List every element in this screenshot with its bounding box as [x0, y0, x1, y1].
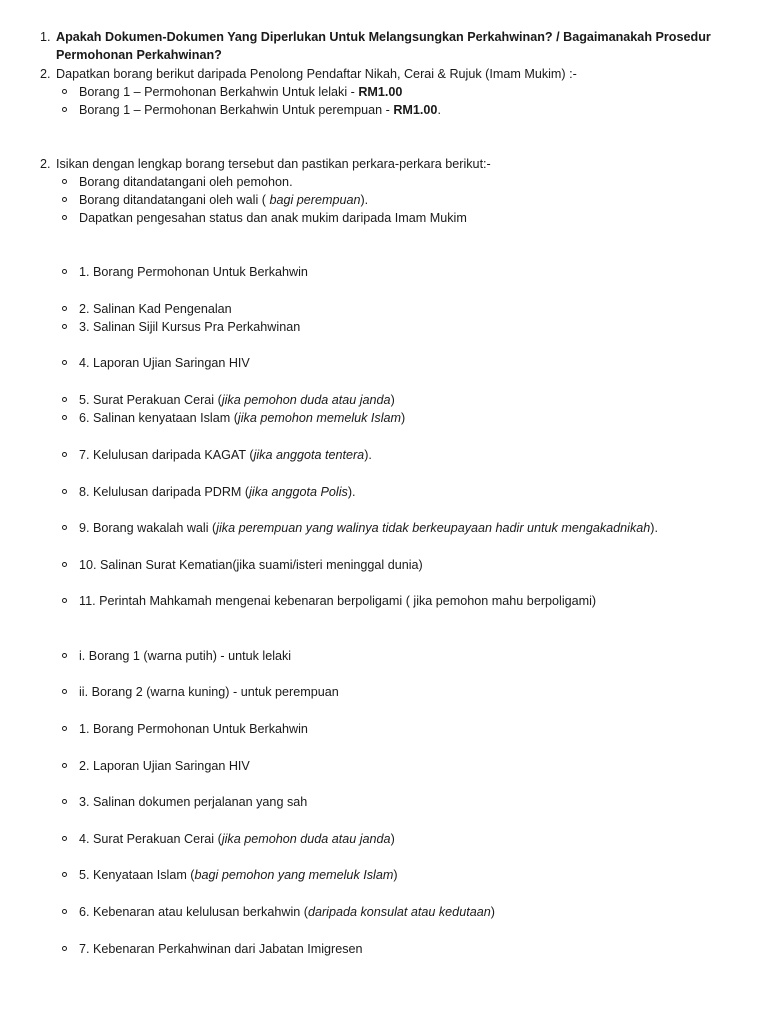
- circle-bullet-icon: [62, 306, 67, 311]
- circle-bullet-icon: [62, 909, 67, 914]
- circle-bullet-icon: [62, 689, 67, 694]
- circle-bullet-icon: [62, 89, 67, 94]
- circle-bullet-icon: [62, 598, 67, 603]
- circle-bullet-icon: [62, 324, 67, 329]
- step-text: Isikan dengan lengkap borang tersebut dan pastikan perkara-perkara berikut:-: [56, 157, 491, 171]
- circle-bullet-icon: [62, 269, 67, 274]
- circle-bullet-icon: [62, 452, 67, 457]
- circle-bullet-icon: [62, 726, 67, 731]
- circle-bullet-icon: [62, 525, 67, 530]
- circle-bullet-icon: [62, 763, 67, 768]
- circle-bullet-icon: [62, 360, 67, 365]
- circle-bullet-icon: [62, 836, 67, 841]
- circle-bullet-icon: [62, 197, 67, 202]
- circle-bullet-icon: [62, 415, 67, 420]
- heading-title-line2: Permohonan Perkahwinan?: [56, 48, 222, 62]
- circle-bullet-icon: [62, 489, 67, 494]
- circle-bullet-icon: [62, 179, 67, 184]
- circle-bullet-icon: [62, 872, 67, 877]
- circle-bullet-icon: [62, 562, 67, 567]
- heading-number: 1.: [40, 30, 51, 44]
- circle-bullet-icon: [62, 946, 67, 951]
- circle-bullet-icon: [62, 215, 67, 220]
- step-text: Dapatkan borang berikut daripada Penolong Pendaftar Nikah, Cerai & Rujuk (Imam Mukim) :-: [56, 67, 577, 81]
- circle-bullet-icon: [62, 397, 67, 402]
- circle-bullet-icon: [62, 107, 67, 112]
- heading-title-line1: Apakah Dokumen-Dokumen Yang Diperlukan Untuk Melangsungkan Perkahwinan? / Bagaimanakah Prosedur: [56, 30, 711, 44]
- step-number: 2.: [40, 157, 51, 171]
- step-number: 2.: [40, 67, 51, 81]
- circle-bullet-icon: [62, 653, 67, 658]
- circle-bullet-icon: [62, 799, 67, 804]
